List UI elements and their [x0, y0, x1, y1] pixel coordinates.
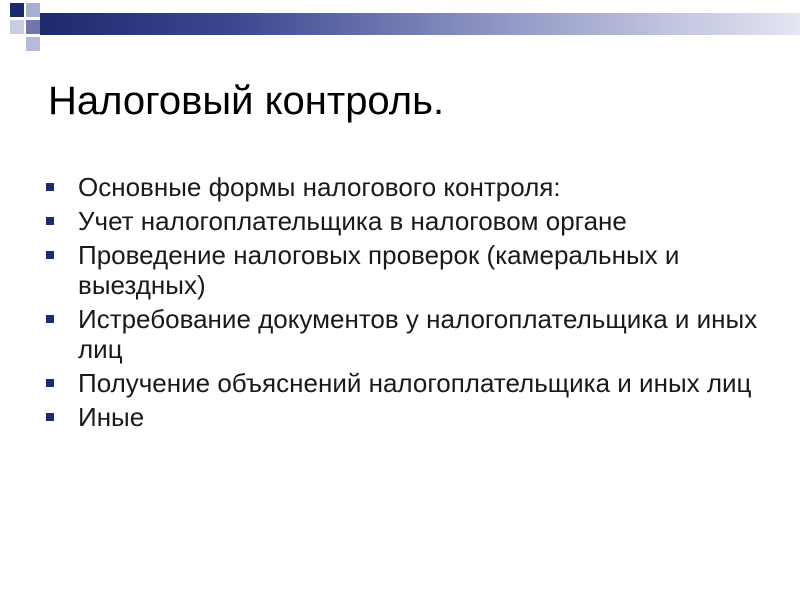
- decoration-square: [26, 3, 40, 17]
- square-bullet-icon: [46, 413, 54, 421]
- bullet-text: Проведение налоговых проверок (камеральных и выездных): [78, 240, 680, 300]
- bullet-item: [44, 368, 764, 398]
- decoration-square: [26, 37, 40, 51]
- square-bullet-icon: [46, 217, 54, 225]
- bullet-item: [44, 206, 764, 236]
- bullet-text: Учет налогоплательщика в налоговом органе: [78, 206, 627, 236]
- bullet-item: [44, 304, 764, 364]
- square-bullet-icon: [46, 251, 54, 259]
- slide-title: Налоговый контроль.: [48, 79, 445, 123]
- bullet-item: [44, 402, 764, 432]
- bullet-text: Истребование документов у налогоплательщика и иных лиц: [78, 304, 758, 364]
- decoration-square: [26, 20, 40, 34]
- bullet-list: [44, 172, 764, 436]
- square-bullet-icon: [46, 379, 54, 387]
- bullet-text: Иные: [78, 402, 145, 432]
- bullet-text: Основные формы налогового контроля:: [78, 172, 561, 202]
- header-decoration-bar: [40, 13, 800, 35]
- square-bullet-icon: [46, 315, 54, 323]
- bullet-item: [44, 172, 764, 202]
- square-bullet-icon: [46, 183, 54, 191]
- decoration-square: [10, 20, 24, 34]
- bullet-text: Получение объяснений налогоплательщика и иных лиц: [78, 368, 752, 398]
- decoration-square: [10, 3, 24, 17]
- bullet-item: [44, 240, 764, 300]
